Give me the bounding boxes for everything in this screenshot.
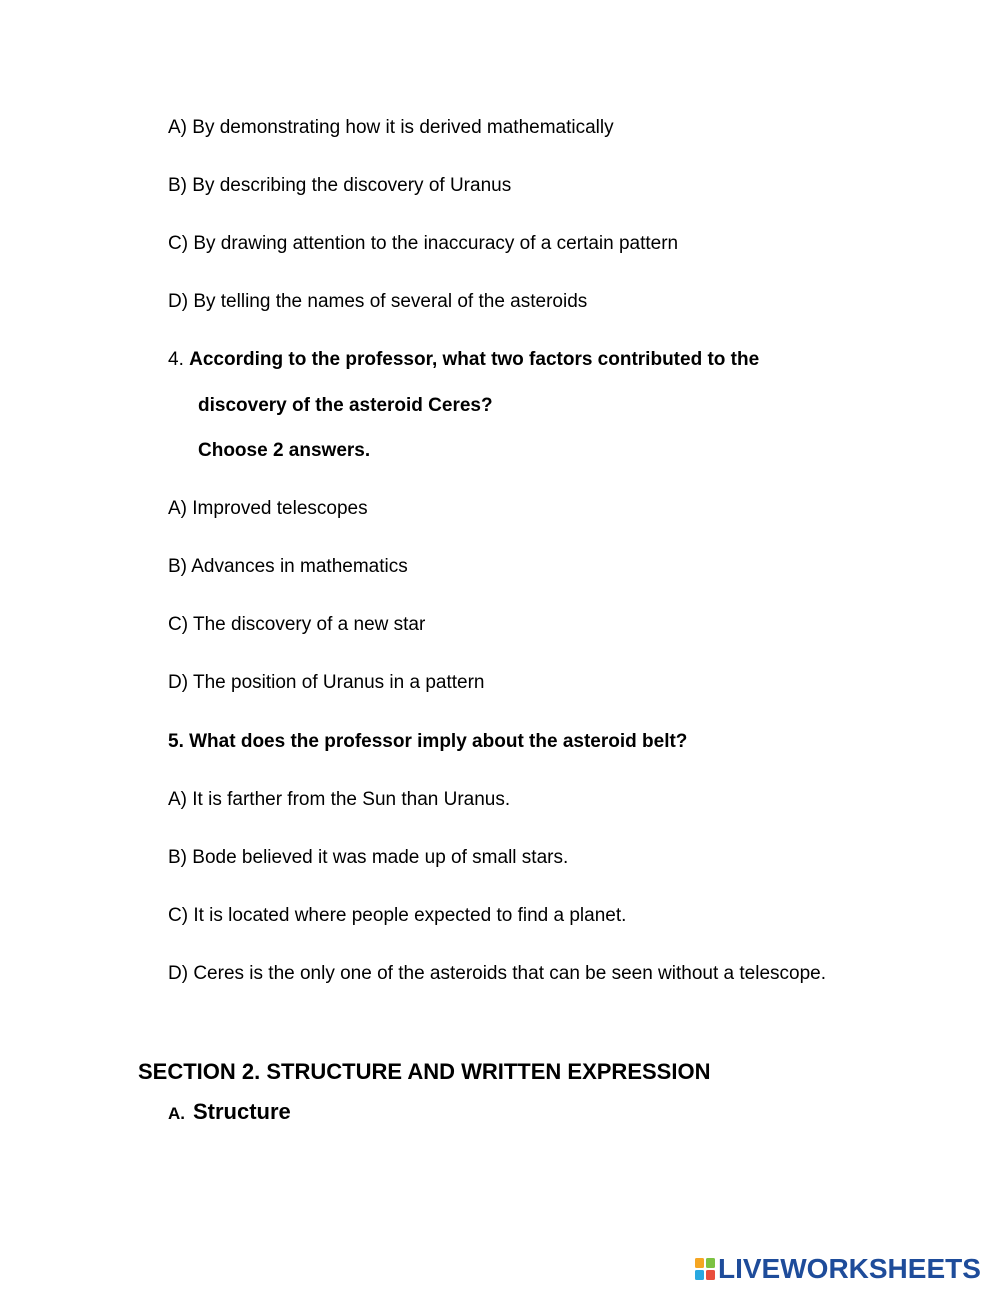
q3-option-c[interactable]: C) By drawing attention to the inaccuracy of a certain pattern [168,233,679,254]
q3-option-b[interactable]: B) By describing the discovery of Uranus [168,175,512,196]
q4-question-text: According to the professor, what two factors contributed to the [189,349,760,370]
q4-option-c[interactable]: C) The discovery of a new star [168,614,426,635]
q4-option-a[interactable]: A) Improved telescopes [168,498,368,519]
q5-option-b[interactable]: B) Bode believed it was made up of small stars. [168,847,569,868]
subsection-letter: A. [168,1104,185,1123]
q5-option-d[interactable]: D) Ceres is the only one of the asteroids that can be seen without a telescope. [168,963,826,984]
liveworksheets-logo-text: LIVEWORKSHEETS [718,1253,981,1284]
q4-question-line2: discovery of the asteroid Ceres? [198,395,493,416]
q4-option-d[interactable]: D) The position of Uranus in a pattern [168,672,485,693]
q5-option-a[interactable]: A) It is farther from the Sun than Uranus. [168,789,511,810]
subsection-text: Structure [193,1099,291,1124]
q3-option-d[interactable]: D) By telling the names of several of the asteroids [168,291,588,312]
q4-instruction: Choose 2 answers. [198,440,371,461]
q4-question-line1 [168,349,759,371]
q4-number: 4. [168,349,184,370]
liveworksheets-logo [694,1254,981,1284]
q5-option-c[interactable]: C) It is located where people expected to find a planet. [168,905,627,926]
q4-option-b[interactable]: B) Advances in mathematics [168,556,408,577]
subsection-title [168,1099,291,1125]
section-title: SECTION 2. STRUCTURE AND WRITTEN EXPRESSION [138,1059,711,1084]
q5-question: 5. What does the professor imply about the asteroid belt? [168,731,688,752]
q3-option-a[interactable]: A) By demonstrating how it is derived mathematically [168,117,614,138]
liveworksheets-logo-icon [694,1257,716,1281]
